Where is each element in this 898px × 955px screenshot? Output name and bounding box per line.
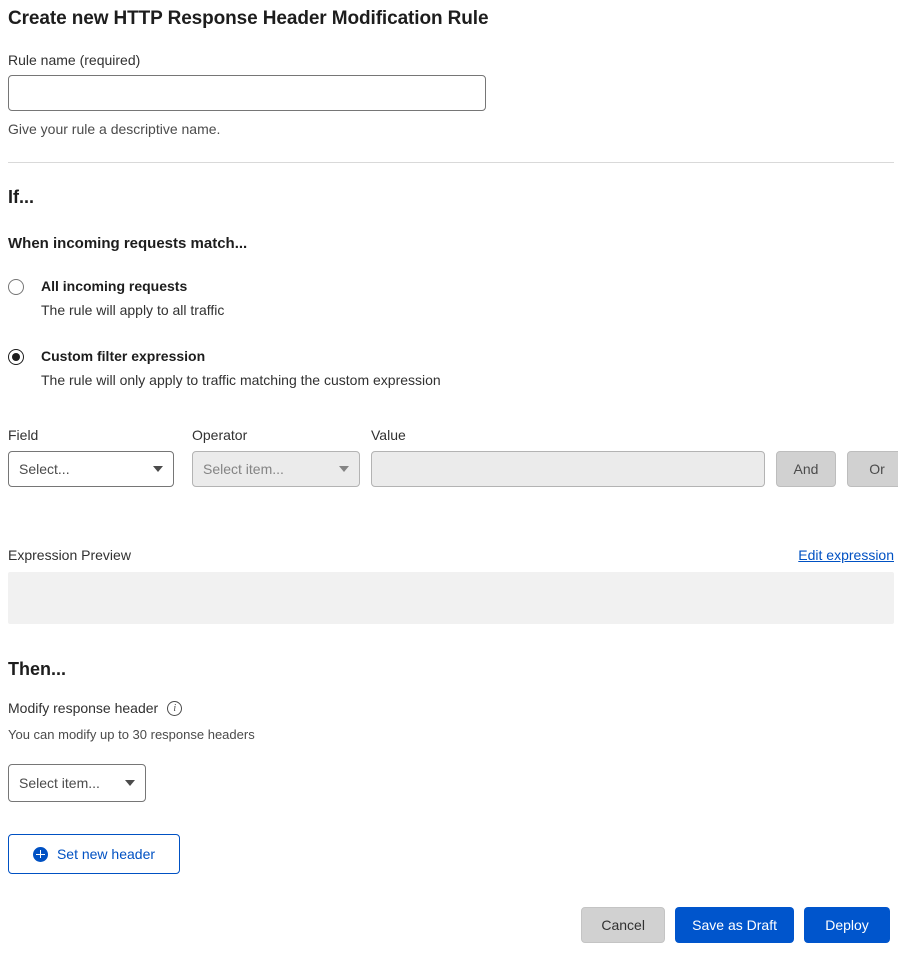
radio-button-custom-filter[interactable]: [8, 349, 24, 365]
set-new-header-label: Set new header: [56, 846, 156, 862]
section-divider: [8, 162, 894, 163]
radio-desc-all-requests: The rule will apply to all traffic: [41, 302, 225, 318]
rule-name-helper: Give your rule a descriptive name.: [8, 121, 221, 137]
expression-builder-row: [8, 427, 890, 487]
footer-actions: [581, 907, 890, 943]
deploy-button[interactable]: Deploy: [804, 907, 890, 943]
radio-option-custom-filter[interactable]: [8, 347, 890, 389]
expression-preview-header: [8, 547, 894, 563]
expression-preview-label: Expression Preview: [8, 547, 131, 563]
chevron-down-icon: [125, 780, 135, 786]
radio-button-all-requests[interactable]: [8, 279, 24, 295]
set-new-header-button[interactable]: [8, 834, 180, 874]
value-input[interactable]: [371, 451, 765, 487]
if-section-subheading: When incoming requests match...: [8, 235, 248, 252]
create-rule-form: [0, 8, 898, 874]
cancel-button[interactable]: Cancel: [581, 907, 665, 943]
field-select[interactable]: [8, 451, 174, 487]
chevron-down-icon: [153, 466, 163, 472]
radio-option-all-requests[interactable]: [8, 277, 890, 319]
chevron-down-icon: [339, 466, 349, 472]
field-column-label: Field: [8, 427, 39, 443]
response-header-action-value: Select item...: [19, 775, 100, 791]
header-limit-text: You can modify up to 30 response headers: [8, 727, 255, 742]
operator-select[interactable]: [192, 451, 360, 487]
and-button[interactable]: And: [776, 451, 836, 487]
if-section-heading: If...: [8, 187, 34, 207]
plus-circle-icon: [33, 847, 48, 862]
save-as-draft-button[interactable]: Save as Draft: [675, 907, 794, 943]
operator-column-label: Operator: [192, 427, 248, 443]
edit-expression-link[interactable]: Edit expression: [798, 547, 894, 563]
radio-desc-custom-filter: The rule will only apply to traffic matching the custom expression: [41, 372, 441, 388]
page-title: Create new HTTP Response Header Modification Rule: [8, 8, 489, 29]
then-section-heading: Then...: [8, 659, 66, 679]
or-button[interactable]: Or: [847, 451, 898, 487]
expression-preview-box: [8, 572, 894, 624]
value-column-label: Value: [371, 427, 406, 443]
radio-label-custom-filter: Custom filter expression: [41, 348, 206, 364]
field-select-value: Select...: [19, 461, 70, 477]
modify-response-header-row: [8, 700, 890, 716]
rule-name-input[interactable]: [8, 75, 486, 111]
radio-label-all-requests: All incoming requests: [41, 278, 188, 294]
response-header-action-select[interactable]: [8, 764, 146, 802]
modify-response-header-label: Modify response header: [8, 700, 159, 716]
operator-select-value: Select item...: [203, 461, 284, 477]
rule-name-label: Rule name (required): [8, 52, 141, 68]
info-icon[interactable]: i: [167, 701, 182, 716]
